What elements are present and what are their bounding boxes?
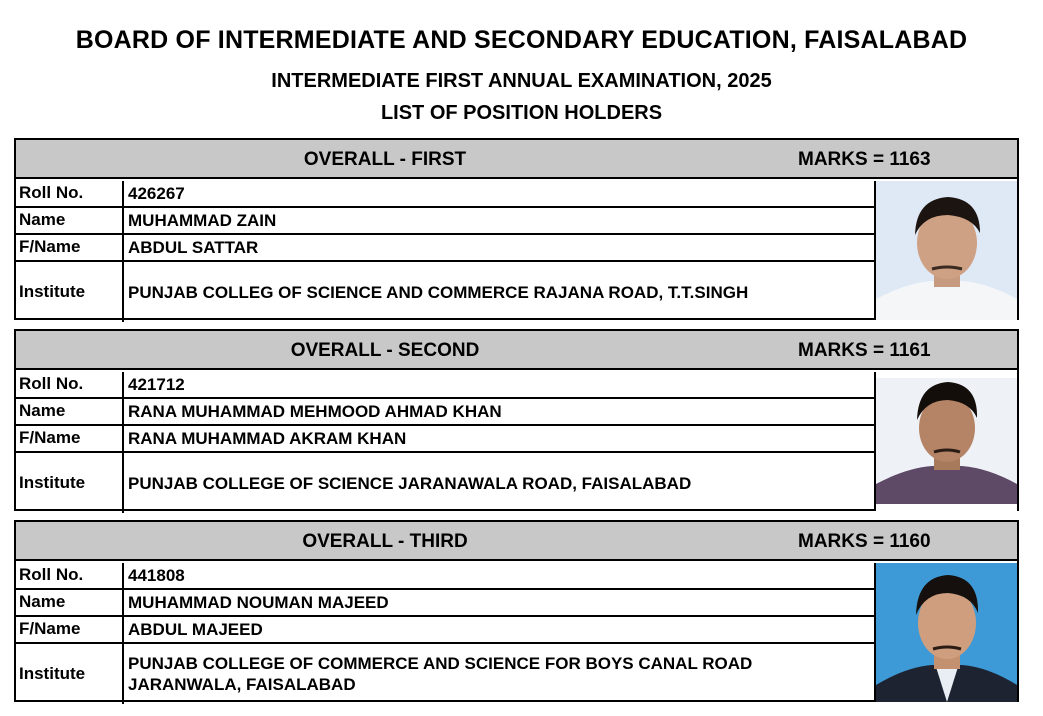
student-photo <box>876 372 1017 511</box>
list-title: LIST OF POSITION HOLDERS <box>380 102 663 124</box>
position-label: OVERALL - THIRD <box>302 531 468 552</box>
name-row <box>16 590 876 617</box>
roll-value: 421712 <box>128 375 185 394</box>
marks-label: MARKS = 1163 <box>798 149 931 170</box>
portrait-icon <box>876 563 1017 702</box>
card-header <box>16 140 1017 179</box>
fname-value: ABDUL SATTAR <box>128 238 259 257</box>
portrait-icon <box>876 372 1017 511</box>
fname-row <box>16 617 876 644</box>
institute-line-2: JARANWALA, FAISALABAD <box>128 675 356 694</box>
institute-row <box>16 644 876 704</box>
roll-value: 441808 <box>128 566 185 585</box>
roll-label: Roll No. <box>16 181 124 206</box>
roll-label: Roll No. <box>16 563 124 588</box>
fname-value: RANA MUHAMMAD AKRAM KHAN <box>128 429 407 448</box>
roll-row <box>16 563 876 590</box>
fname-row <box>16 426 876 453</box>
position-label: OVERALL - SECOND <box>290 340 480 361</box>
name-label: Name <box>16 399 124 424</box>
name-value: MUHAMMAD ZAIN <box>128 211 277 230</box>
institute-value: PUNJAB COLLEGE OF SCIENCE JARANAWALA ROAD, FAISALABAD <box>128 473 692 493</box>
marks-label: MARKS = 1161 <box>798 340 931 361</box>
name-row <box>16 399 876 426</box>
name-value: MUHAMMAD NOUMAN MAJEED <box>128 593 389 612</box>
institute-label: Institute <box>16 644 124 704</box>
fname-label: F/Name <box>16 426 124 451</box>
fname-row <box>16 235 876 262</box>
position-card-second <box>14 329 1019 511</box>
roll-value: 426267 <box>128 184 185 203</box>
fname-label: F/Name <box>16 235 124 260</box>
marks-label: MARKS = 1160 <box>798 531 931 552</box>
institute-label: Institute <box>16 262 124 322</box>
roll-row <box>16 181 876 208</box>
fname-label: F/Name <box>16 617 124 642</box>
position-card-first <box>14 138 1019 320</box>
institute-value: PUNJAB COLLEG OF SCIENCE AND COMMERCE RAJANA ROAD, T.T.SINGH <box>128 282 749 302</box>
name-row <box>16 208 876 235</box>
institute-row <box>16 262 876 322</box>
student-photo <box>876 563 1017 702</box>
student-photo <box>876 181 1017 320</box>
exam-title: INTERMEDIATE FIRST ANNUAL EXAMINATION, 2025 <box>271 70 772 92</box>
roll-row <box>16 372 876 399</box>
card-header <box>16 331 1017 370</box>
institute-label: Institute <box>16 453 124 513</box>
institute-row <box>16 453 876 513</box>
board-title: BOARD OF INTERMEDIATE AND SECONDARY EDUCATION, FAISALABAD <box>75 26 968 54</box>
name-value: RANA MUHAMMAD MEHMOOD AHMAD KHAN <box>128 402 502 421</box>
position-card-third <box>14 520 1019 702</box>
position-label: OVERALL - FIRST <box>303 149 467 170</box>
card-header <box>16 522 1017 561</box>
institute-line-1: PUNJAB COLLEGE OF COMMERCE AND SCIENCE FOR BOYS CANAL ROAD <box>128 654 753 673</box>
institute-value <box>124 644 876 704</box>
fname-value: ABDUL MAJEED <box>128 620 263 639</box>
roll-label: Roll No. <box>16 372 124 397</box>
name-label: Name <box>16 208 124 233</box>
portrait-icon <box>876 181 1017 320</box>
name-label: Name <box>16 590 124 615</box>
